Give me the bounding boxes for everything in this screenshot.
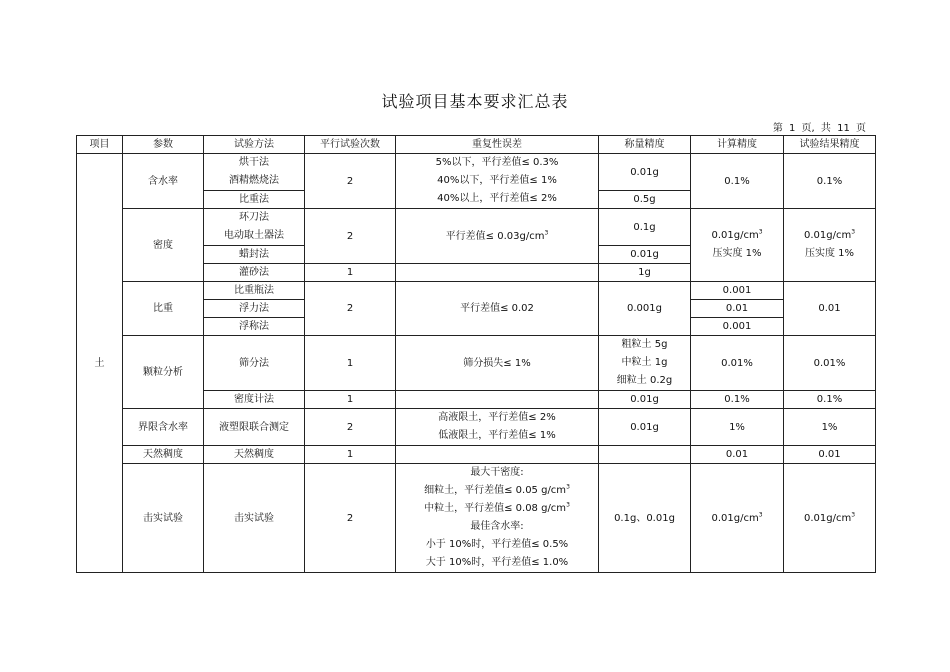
- param-cell: 天然稠度: [123, 446, 204, 464]
- table-row: [77, 154, 876, 191]
- header-method: 试验方法: [204, 136, 305, 154]
- count-cell: 1: [305, 336, 396, 391]
- weigh-cell: 0.1g、0.01g: [599, 464, 691, 573]
- count-cell: 1: [305, 446, 396, 464]
- error-cell: [396, 409, 599, 446]
- weigh-text: 粗粒土 5g: [621, 339, 668, 350]
- method-text: 电动取土器法: [224, 230, 284, 241]
- weigh-cell: 0.5g: [599, 191, 691, 209]
- weigh-text: 中粒土 1g: [621, 357, 668, 368]
- weigh-text: 细粒土 0.2g: [616, 375, 673, 386]
- error-text: 细粒土，平行差值≤ 0.05 $g/cm^3$: [424, 483, 570, 496]
- param-cell: 界限含水率: [123, 409, 204, 446]
- header-error: 重复性误差: [396, 136, 599, 154]
- calc-cell: $0.01g/cm^3$: [691, 464, 784, 573]
- error-cell: 平行差值≤ 0.02: [396, 282, 599, 336]
- table-row: [77, 282, 876, 300]
- weigh-cell: [599, 336, 691, 391]
- weigh-cell: 0.01g: [599, 246, 691, 264]
- calc-cell: 0.001: [691, 318, 784, 336]
- category-cell: 土: [77, 154, 123, 573]
- error-cell: [396, 264, 599, 282]
- calc-cell: 0.1%: [691, 391, 784, 409]
- page-number: 第 1 页, 共 11 页: [772, 123, 866, 134]
- method-cell: 蜡封法: [204, 246, 305, 264]
- count-cell: 2: [305, 464, 396, 573]
- result-cell: 0.1%: [784, 154, 876, 209]
- calc-cell: 0.001: [691, 282, 784, 300]
- param-cell: 比重: [123, 282, 204, 336]
- table-row: [77, 336, 876, 391]
- weigh-cell: 0.1g: [599, 209, 691, 246]
- error-text: 低液限土，平行差值≤ 1%: [438, 430, 556, 441]
- error-text: 中粒土，平行差值≤ 0.08 $g/cm^3$: [424, 501, 570, 514]
- table-row: [77, 446, 876, 464]
- method-cell: 比重瓶法: [204, 282, 305, 300]
- weigh-cell: [599, 446, 691, 464]
- superscript: 3: [758, 228, 763, 236]
- method-cell: 浮称法: [204, 318, 305, 336]
- error-cell: [396, 209, 599, 264]
- weigh-cell: 0.01g: [599, 409, 691, 446]
- error-text: 40%以上，平行差值≤ 2%: [437, 193, 557, 204]
- error-cell: [396, 446, 599, 464]
- weigh-cell: 0.001g: [599, 282, 691, 336]
- header-item: 项目: [77, 136, 123, 154]
- header-result: 试验结果精度: [784, 136, 876, 154]
- error-text: 高液限土，平行差值≤ 2%: [438, 412, 556, 423]
- param-cell: 颗粒分析: [123, 336, 204, 409]
- error-cell: [396, 391, 599, 409]
- result-cell: $0.01g/cm^3$: [784, 464, 876, 573]
- result-text: $0.01g/cm^3$: [803, 228, 856, 241]
- method-cell: 密度计法: [204, 391, 305, 409]
- superscript: 3: [544, 229, 549, 237]
- page-title: 试验项目基本要求汇总表: [381, 92, 569, 111]
- error-text: 小于 10%时，平行差值≤ 0.5%: [425, 539, 569, 550]
- table-row: [77, 409, 876, 446]
- header-weigh: 称量精度: [599, 136, 691, 154]
- superscript: 3: [566, 483, 570, 491]
- header-calc: 计算精度: [691, 136, 784, 154]
- error-text: 40%以下，平行差值≤ 1%: [437, 175, 557, 186]
- param-cell: 密度: [123, 209, 204, 282]
- count-cell: 2: [305, 409, 396, 446]
- param-cell: 击实试验: [123, 464, 204, 573]
- count-cell: 1: [305, 264, 396, 282]
- count-cell: 2: [305, 209, 396, 264]
- error-cell: [396, 154, 599, 209]
- result-cell: 0.01%: [784, 336, 876, 391]
- error-text: 最佳含水率:: [470, 521, 524, 532]
- weigh-cell: 1g: [599, 264, 691, 282]
- method-cell: [204, 154, 305, 191]
- header-param: 参数: [123, 136, 204, 154]
- result-text: 压实度 1%: [804, 248, 855, 259]
- calc-text: $0.01g/cm^3$: [711, 228, 763, 241]
- param-cell: 含水率: [123, 154, 204, 209]
- error-cell: [396, 464, 599, 573]
- count-cell: 2: [305, 282, 396, 336]
- header-count: 平行试验次数: [305, 136, 396, 154]
- calc-text: 压实度 1%: [712, 248, 762, 259]
- error-text: 平行差值≤ 0.03g/cm: [445, 230, 545, 242]
- calc-cell: 0.01: [691, 300, 784, 318]
- header-row: [77, 136, 876, 154]
- error-text: 5%以下，平行差值≤ 0.3%: [435, 157, 559, 168]
- method-text: 环刀法: [239, 212, 269, 223]
- method-cell: 筛分法: [204, 336, 305, 391]
- result-cell: 0.1%: [784, 391, 876, 409]
- calc-cell: 0.01: [691, 446, 784, 464]
- method-cell: 灌砂法: [204, 264, 305, 282]
- superscript: 3: [851, 228, 856, 236]
- table-row: [77, 464, 876, 573]
- method-text: 酒精燃烧法: [229, 175, 279, 186]
- superscript: 3: [566, 501, 570, 509]
- requirements-table: [76, 135, 876, 573]
- calc-cell: 0.1%: [691, 154, 784, 209]
- calc-cell: 1%: [691, 409, 784, 446]
- error-text: 最大干密度:: [470, 467, 524, 478]
- error-text: 大于 10%时，平行差值≤ 1.0%: [425, 557, 569, 568]
- superscript: 3: [851, 511, 856, 519]
- error-cell: 筛分损失≤ 1%: [396, 336, 599, 391]
- result-cell: 0.01: [784, 282, 876, 336]
- weigh-cell: 0.01g: [599, 154, 691, 191]
- method-cell: 天然稠度: [204, 446, 305, 464]
- calc-cell: 0.01%: [691, 336, 784, 391]
- result-cell: 0.01: [784, 446, 876, 464]
- count-cell: 2: [305, 154, 396, 209]
- superscript: 3: [758, 511, 763, 519]
- method-text: 烘干法: [239, 157, 269, 168]
- method-cell: 液塑限联合测定: [204, 409, 305, 446]
- calc-cell: [691, 209, 784, 282]
- method-cell: [204, 209, 305, 246]
- method-cell: 击实试验: [204, 464, 305, 573]
- method-cell: 浮力法: [204, 300, 305, 318]
- method-cell: 比重法: [204, 191, 305, 209]
- weigh-cell: 0.01g: [599, 391, 691, 409]
- table-row: [77, 209, 876, 246]
- result-cell: [784, 209, 876, 282]
- count-cell: 1: [305, 391, 396, 409]
- result-cell: 1%: [784, 409, 876, 446]
